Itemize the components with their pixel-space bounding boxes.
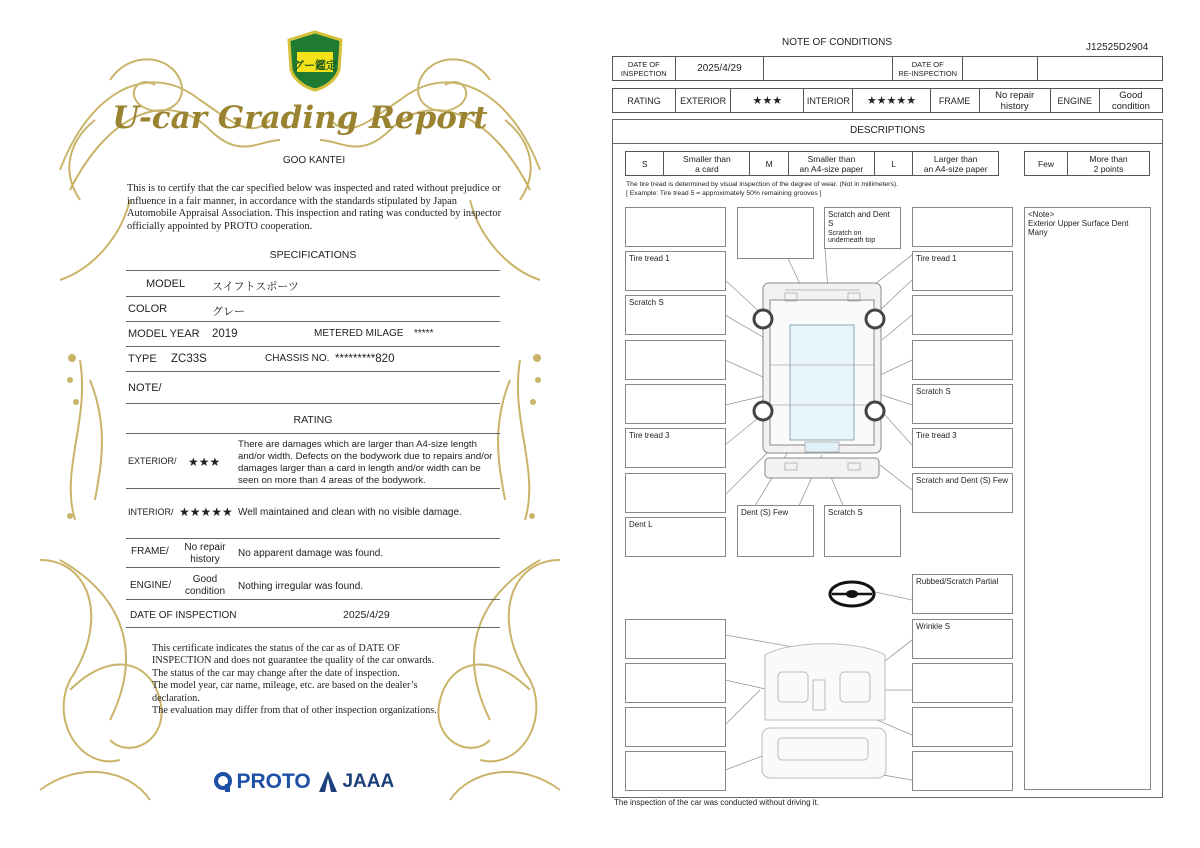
interior-description: Well maintained and clean with no visible damage. (238, 507, 462, 518)
rating-label: RATING (613, 89, 676, 113)
legend-l-desc-2: an A4-size paper (923, 163, 988, 174)
condition-box-empty (625, 473, 726, 513)
doi-label-line-2: INSPECTION (620, 68, 667, 78)
condition-text: Dent L (629, 520, 653, 529)
condition-box-empty (625, 751, 726, 791)
sheet-id: J12525D2904 (1086, 42, 1149, 53)
divider (126, 321, 500, 322)
mileage-label: METERED MILAGE (314, 328, 404, 339)
interior-stars: ★★★★★ (179, 505, 233, 519)
legend-few-desc-1: More than (1089, 153, 1128, 164)
chassis-label: CHASSIS NO. (265, 353, 330, 364)
condition-box-rear-bumper (824, 505, 901, 557)
engine-value-line-1: Good (1119, 89, 1143, 101)
divider (126, 371, 500, 372)
condition-box-tire-fr (912, 251, 1013, 291)
frame-value-line-2: history (190, 554, 220, 565)
condition-box-empty (625, 384, 726, 424)
note-title: <Note> (1028, 210, 1055, 219)
footer-line: declaration. (152, 692, 200, 704)
proto-logo-text: PROTO (236, 770, 311, 793)
condition-box-empty (737, 207, 814, 259)
condition-box-rear-center (737, 505, 814, 557)
condition-subtext: Scratch on underneath top (828, 230, 876, 244)
divider (126, 488, 500, 489)
engine-value-line-2: condition (184, 586, 226, 597)
frame-value (175, 542, 235, 566)
legend-m-desc-1: Smaller than (807, 153, 856, 164)
divider (126, 403, 500, 404)
divider (126, 538, 500, 539)
interior-label: INTERIOR (804, 89, 853, 113)
certificate-intro: This is to certify that the car specified below was inspected and rated without prejudice or influence in a fair manner, in accordance with the standards stipulated by Japan Automobile Appraisal Association. This inspection and rating was conducted by inspector officially appointed by PROTO cooperation. (127, 183, 502, 232)
condition-text: Tire tread 3 (629, 431, 670, 440)
exterior-description: There are damages which are larger than A4-size length and/or width. Defects on the bodywork due to repairs and/or damages larger than a card in length and/or width can be seen on more than 4 areas of the bodywork. (238, 439, 493, 486)
engine-value-line-2: condition (1111, 100, 1150, 112)
engine-value (175, 574, 235, 598)
condition-box-empty (912, 340, 1013, 380)
condition-text: Rubbed/Scratch Partial (916, 577, 999, 586)
divider (126, 599, 500, 600)
legend-m: M (750, 152, 789, 176)
divider (126, 567, 500, 568)
type-label: TYPE (128, 353, 157, 365)
model-value: スイフトスポーツ (212, 281, 299, 293)
frame-value-line-1: No repair (184, 542, 226, 553)
steering-wheel-icon (830, 582, 874, 606)
condition-box-left-front (625, 295, 726, 335)
condition-box-tire-rr (912, 428, 1013, 468)
condition-text: Tire tread 1 (629, 254, 670, 263)
legend-m-desc-2: an A4-size paper (799, 163, 864, 174)
condition-box-empty (625, 663, 726, 703)
legend-few: Few (1025, 152, 1068, 176)
jaaa-logo (318, 770, 394, 794)
exterior-stars: ★★★ (188, 455, 221, 469)
condition-box-rear-right (912, 473, 1013, 513)
exterior-stars: ★★★ (731, 89, 804, 113)
condition-text: Scratch and Dent S (828, 210, 890, 228)
note-of-conditions (600, 0, 1200, 848)
legend-s-desc-1: Smaller than (683, 153, 731, 164)
jaaa-logo-text: JAAA (342, 771, 395, 792)
reinsp-label-line-1: DATE OF (911, 59, 944, 69)
engine-description: Nothing irregular was found. (238, 581, 364, 592)
condition-text: Dent (S) Few (741, 508, 789, 517)
note-line-2: Many (1028, 228, 1048, 237)
legend-s-desc-2: a card (695, 163, 719, 174)
condition-box-empty (625, 707, 726, 747)
condition-text: Tire tread 1 (916, 254, 957, 263)
footer-line: INSPECTION and does not guarantee the quality of the car onwards. (152, 655, 435, 667)
certificate-subtitle: GOO KANTEI (282, 155, 346, 166)
note-label: NOTE/ (128, 382, 162, 394)
divider (126, 433, 500, 434)
exterior-label: EXTERIOR/ (128, 456, 177, 466)
proto-mark-icon (214, 771, 232, 793)
goo-kantei-badge (287, 30, 343, 92)
model-year-value: 2019 (212, 328, 238, 340)
legend-s: S (626, 152, 664, 176)
sheet-title: NOTE OF CONDITIONS (782, 37, 892, 48)
condition-box-tire-rl (625, 428, 726, 468)
condition-text: Wrinkle S (916, 622, 951, 631)
mileage-value: ***** (414, 328, 434, 339)
exterior-label: EXTERIOR (676, 89, 731, 113)
footer-line: The evaluation may differ from that of other inspection organizations. (152, 705, 437, 717)
descriptions-heading: DESCRIPTIONS (849, 125, 925, 136)
condition-box-interior-right (912, 619, 1013, 659)
interior-stars: ★★★★★ (853, 89, 930, 113)
doi-value: 2025/4/29 (343, 609, 390, 621)
footer-line: The model year, car name, mileage, etc. are based on the dealer’s (152, 680, 418, 692)
condition-box-front (824, 207, 901, 249)
condition-text: Scratch S (828, 508, 863, 517)
footer-line: This certificate indicates the status of the car as of DATE OF (152, 643, 401, 654)
interior-label: INTERIOR/ (128, 507, 174, 517)
jaaa-mark-icon (318, 770, 338, 794)
condition-box-empty (912, 207, 1013, 247)
condition-box-empty (625, 619, 726, 659)
color-label: COLOR (128, 303, 168, 315)
tire-note-line-2: [ Example: Tire tread 5 = approximately 50% remaining grooves ] (626, 190, 822, 197)
condition-box-right-rear (912, 384, 1013, 424)
divider (126, 270, 500, 271)
type-value: ZC33S (171, 353, 207, 365)
rating-heading: RATING (293, 414, 333, 426)
frame-label: FRAME (930, 89, 979, 113)
condition-text: Scratch S (629, 298, 664, 307)
condition-text: Scratch S (916, 387, 951, 396)
condition-box-empty (912, 663, 1013, 703)
condition-text: Scratch and Dent (S) Few (916, 476, 1009, 485)
engine-label: ENGINE/ (130, 580, 172, 591)
certificate-footer (152, 643, 492, 717)
condition-box-empty (912, 707, 1013, 747)
certificate-title: U-car Grading Report (112, 100, 488, 136)
frame-value-line-1: No repair (995, 89, 1035, 101)
legend-l: L (874, 152, 912, 176)
model-year-label: MODEL YEAR (128, 328, 200, 340)
reinsp-label-line-2: RE-INSPECTION (898, 68, 958, 78)
note-line-1: Exterior Upper Surface Dent (1028, 219, 1129, 228)
footer-line: The status of the car may change after the date of inspection. (152, 667, 400, 679)
condition-box-empty (912, 295, 1013, 335)
condition-text: Tire tread 3 (916, 431, 957, 440)
condition-box-rear-left (625, 517, 726, 557)
engine-label: ENGINE (1050, 89, 1099, 113)
divider (126, 296, 500, 297)
chassis-value: *********820 (335, 353, 395, 365)
divider (126, 627, 500, 628)
legend-few-desc-2: 2 points (1093, 163, 1124, 174)
model-label: MODEL (146, 278, 186, 290)
doi-label-line-1: DATE OF (627, 59, 660, 69)
condition-box-empty (912, 751, 1013, 791)
frame-value-line-2: history (1000, 100, 1029, 112)
badge-text: グー鑑定 (293, 60, 337, 72)
tire-note-line-1: The tire tread is determined by visual inspection of the degree of wear. (Not in millimeters). (626, 181, 898, 188)
doi-value: 2025/4/29 (675, 57, 764, 81)
engine-value-line-1: Good (192, 574, 218, 585)
doi-label: DATE OF INSPECTION (130, 610, 237, 621)
divider (126, 346, 500, 347)
color-value: グレー (212, 306, 245, 318)
sheet-footer: The inspection of the car was conducted without driving it. (614, 798, 819, 807)
frame-description: No apparent damage was found. (238, 548, 384, 559)
specifications-heading: SPECIFICATIONS (269, 249, 357, 261)
condition-box-empty (625, 207, 726, 247)
frame-label: FRAME/ (131, 546, 169, 557)
condition-box-empty (625, 340, 726, 380)
condition-box-tire-fl (625, 251, 726, 291)
proto-logo (214, 770, 311, 794)
legend-l-desc-1: Larger than (933, 153, 978, 164)
condition-box-steering (912, 574, 1013, 614)
note-box (1024, 207, 1151, 790)
